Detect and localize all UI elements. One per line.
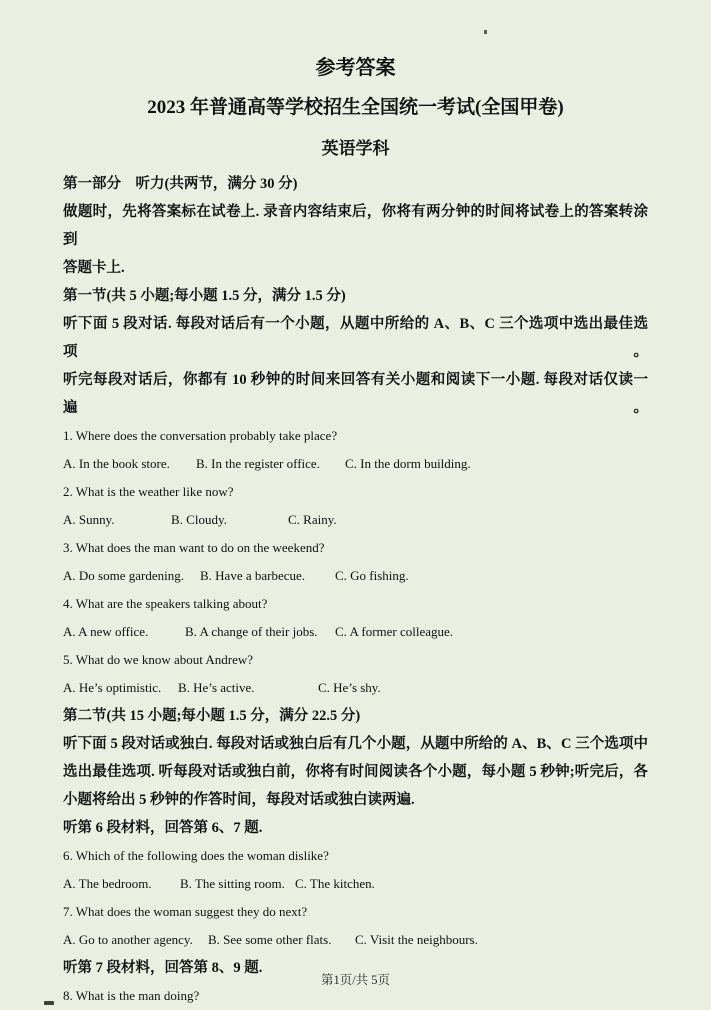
question-6-option-b: B. The sitting room.: [180, 876, 285, 891]
scan-artifact-mark: [44, 1001, 54, 1005]
question-6-text: 6. Which of the following does the woman dislike?: [63, 848, 329, 863]
question-3-option-c: C. Go fishing.: [335, 568, 409, 583]
question-6-options-row: [63, 870, 648, 898]
question-5-text: 5. What do we know about Andrew?: [63, 652, 254, 667]
section1-instructions-line1: 听下面 5 段对话. 每段对话后有一个小题，从题中所给的 A、B、C 三个选项中选出最佳选项。: [63, 316, 648, 360]
scan-artifact-dot: [484, 30, 487, 34]
question-3-options-row: [63, 562, 648, 590]
question-4-options-row: [63, 618, 648, 646]
question-7-option-c: C. Visit the neighbours.: [355, 932, 478, 947]
section2-instructions-line1: 听下面 5 段对话或独白. 每段对话或独白后有几个小题，从题中所给的 A、B、C 三个选项中: [63, 736, 648, 752]
document-body: [63, 170, 648, 1010]
section2-instructions-line2: 选出最佳选项. 听每段对话或独白前，你将有时间阅读各个小题，每小题 5 秒钟;听完后，各: [63, 764, 648, 780]
question-7-options-row: [63, 926, 648, 954]
question-4-option-c: C. A former colleague.: [335, 624, 454, 639]
section1-instructions-line2: 听完每段对话后，你都有 10 秒钟的时间来回答有关小题和阅读下一小题. 每段对话仅读一遍。: [63, 372, 648, 416]
part1-preamble-line2: 答题卡上.: [63, 260, 125, 276]
section2-heading: 第二节(共 15 小题;每小题 1.5 分，满分 22.5 分): [63, 708, 361, 724]
material-6-heading: 听第 6 段材料，回答第 6、7 题.: [63, 820, 263, 836]
question-3-option-a: A. Do some gardening.: [63, 568, 184, 583]
section2-instructions-line3: 小题将给出 5 秒钟的作答时间，每段对话或独白读两遍.: [63, 792, 415, 808]
question-5-option-b: B. He’s active.: [178, 680, 255, 695]
question-5-option-a: A. He’s optimistic.: [63, 680, 162, 695]
part1-preamble-line1: 做题时，先将答案标在试卷上. 录音内容结束后，你将有两分钟的时间将试卷上的答案转涂到: [63, 204, 648, 248]
question-3-option-b: B. Have a barbecue.: [200, 568, 306, 583]
question-1-options-row: [63, 450, 648, 478]
question-4-option-a: A. A new office.: [63, 624, 149, 639]
subject-title: 英语学科: [321, 139, 390, 158]
question-7-option-b: B. See some other flats.: [208, 932, 332, 947]
question-2-text: 2. What is the weather like now?: [63, 484, 234, 499]
question-4-option-b: B. A change of their jobs.: [185, 624, 318, 639]
question-6-option-c: C. The kitchen.: [295, 876, 375, 891]
part1-heading: 第一部分 听力(共两节，满分 30 分): [63, 176, 298, 192]
question-5-option-c: C. He’s shy.: [318, 680, 381, 695]
question-1-option-b: B. In the register office.: [196, 456, 320, 471]
question-2-option-b: B. Cloudy.: [171, 512, 227, 527]
question-1-option-a: A. In the book store.: [63, 456, 170, 471]
question-7-option-a: A. Go to another agency.: [63, 932, 193, 947]
page-title: 参考答案: [315, 57, 396, 79]
question-8-text: 8. What is the man doing?: [63, 988, 200, 1003]
question-5-options-row: [63, 674, 648, 702]
exam-title: 2023 年普通高等学校招生全国统一考试(全国甲卷): [147, 97, 564, 118]
question-4-text: 4. What are the speakers talking about?: [63, 596, 268, 611]
question-2-option-a: A. Sunny.: [63, 512, 115, 527]
question-1-option-c: C. In the dorm building.: [345, 456, 471, 471]
question-1-text: 1. Where does the conversation probably take place?: [63, 428, 338, 443]
document-header: [0, 0, 711, 161]
question-6-option-a: A. The bedroom.: [63, 876, 152, 891]
section1-heading: 第一节(共 5 小题;每小题 1.5 分，满分 1.5 分): [63, 288, 346, 304]
page-number-footer: 第1页/共 5页: [320, 973, 391, 987]
question-2-option-c: C. Rainy.: [288, 512, 337, 527]
material-7-heading: 听第 7 段材料，回答第 8、9 题.: [63, 960, 263, 976]
question-7-text: 7. What does the woman suggest they do next?: [63, 904, 308, 919]
question-3-text: 3. What does the man want to do on the weekend?: [63, 540, 325, 555]
question-2-options-row: [63, 506, 648, 534]
